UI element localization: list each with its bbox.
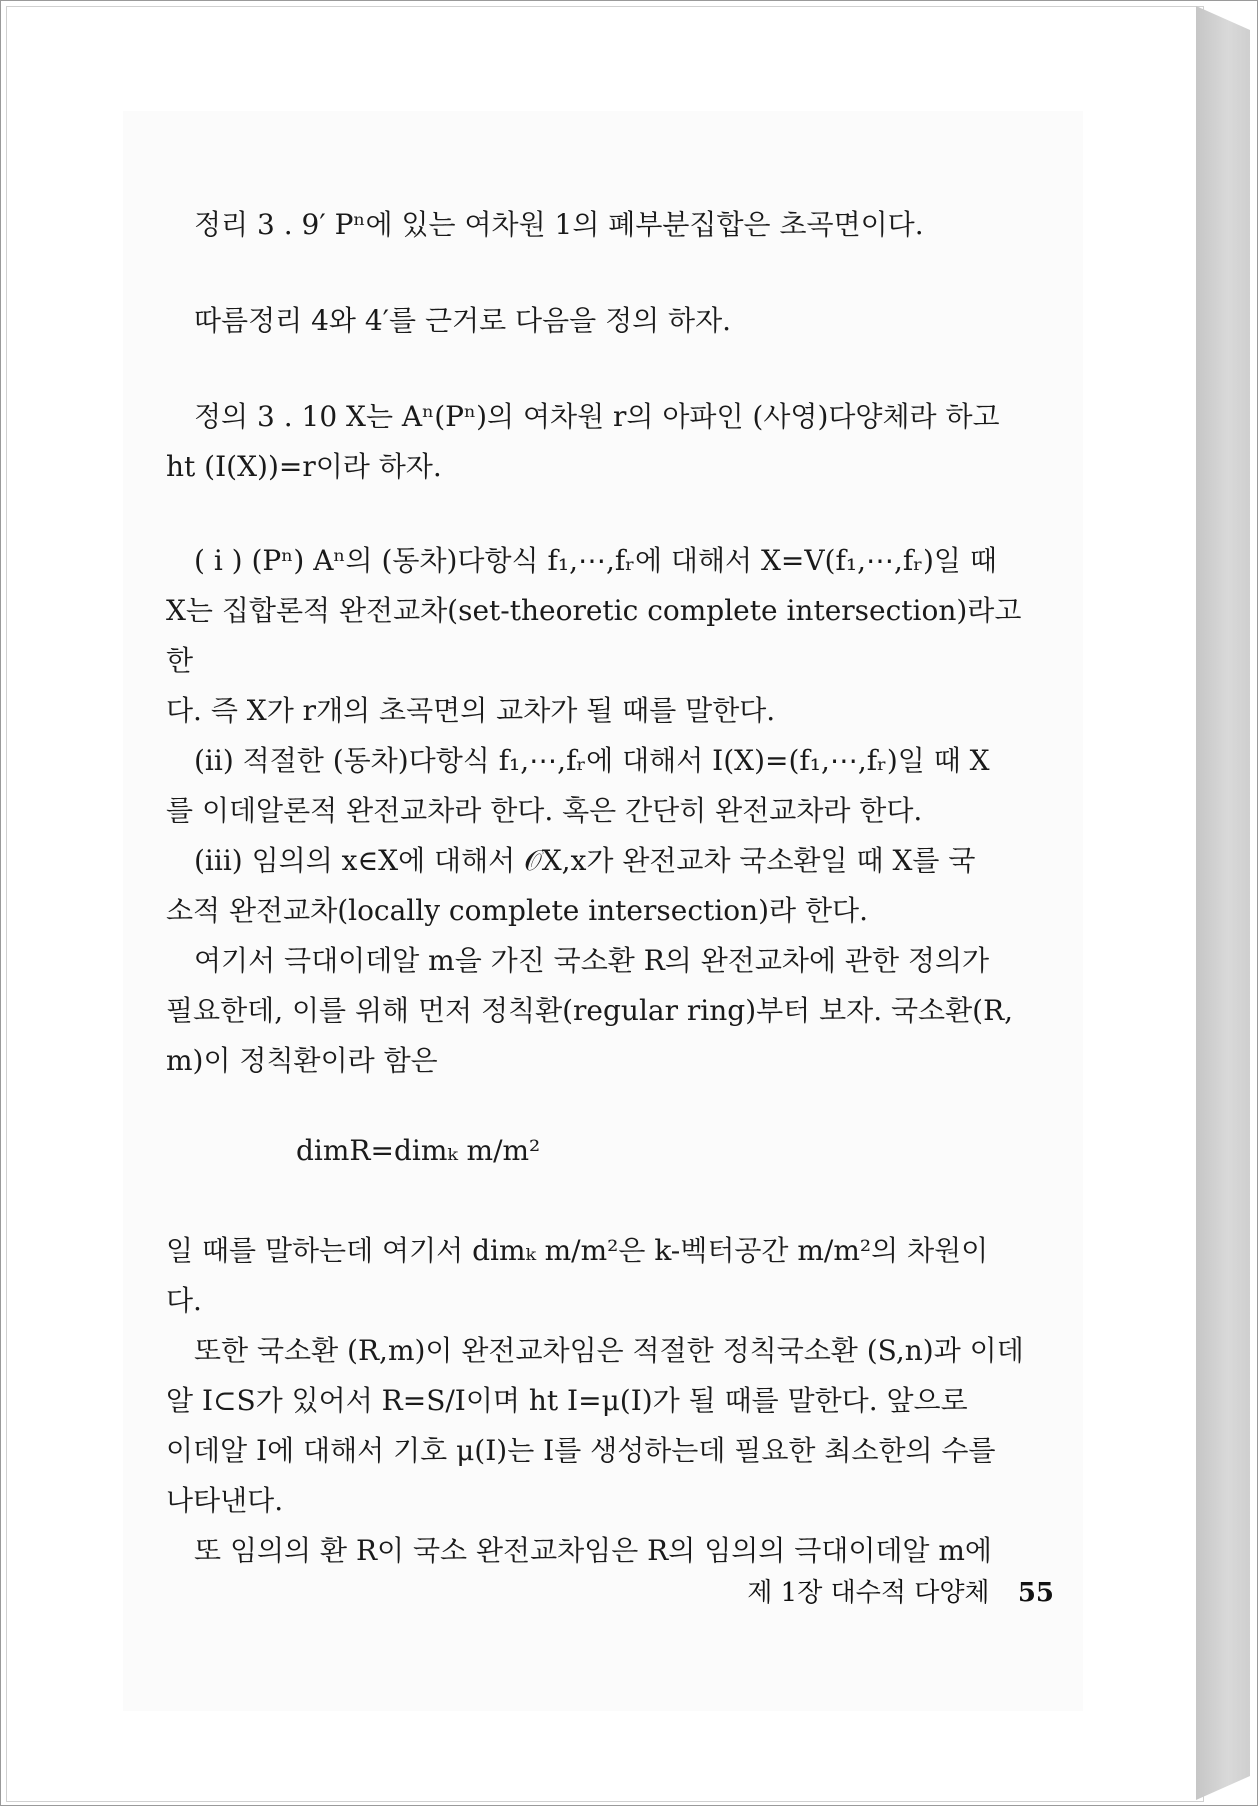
definition-3-10-line1: 정의 3 . 10 X는 Aⁿ(Pⁿ)의 여차원 r의 아파인 (사영)다양체라 하고: [194, 400, 1000, 433]
dimension-formula: dimR=dimₖ m/m²: [296, 1134, 541, 1167]
complete-intersection-line2: 알 I⊂S가 있어서 R=S/I이며 ht I=μ(I)가 될 때를 말한다. 앞으로: [166, 1384, 968, 1417]
page-footer: [724, 1572, 1054, 1609]
complete-intersection-line1: 또한 국소환 (R,m)이 완전교차임은 적절한 정칙국소환 (S,n)과 이데: [194, 1334, 1024, 1367]
item-ii-line1: (ii) 적절한 (동차)다항식 f₁,⋯,fᵣ에 대해서 I(X)=(f₁,⋯,fᵣ)일 때 X: [194, 744, 990, 777]
regular-ring-line3: m)이 정칙환이라 함은: [166, 1044, 438, 1077]
item-i-line2: X는 집합론적 완전교차(set-theoretic complete intersection)라고 한: [166, 594, 1022, 677]
regular-ring-line2: 필요한데, 이를 위해 먼저 정칙환(regular ring)부터 보자. 국소환(R,: [166, 994, 1014, 1027]
item-iii-line2: 소적 완전교차(locally complete intersection)라 한다.: [166, 894, 868, 927]
item-iii-line1: (iii) 임의의 x∈X에 대해서 𝒪X,x가 완전교차 국소환일 때 X를 국: [194, 844, 976, 877]
item-i-line1: ( i ) (Pⁿ) Aⁿ의 (동차)다항식 f₁,⋯,fᵣ에 대해서 X=V(f₁,⋯,fᵣ)일 때: [194, 544, 997, 577]
definition-3-10-line2: ht (I(X))=r이라 하자.: [166, 450, 442, 483]
theorem-3-9-prime: 정리 3 . 9′ Pⁿ에 있는 여차원 1의 폐부분집합은 초곡면이다.: [194, 208, 924, 241]
corollary-note: 따름정리 4와 4′를 근거로 다음을 정의 하자.: [194, 304, 732, 337]
after-formula-line1: 일 때를 말하는데 여기서 dimₖ m/m²은 k-벡터공간 m/m²의 차원이: [166, 1234, 989, 1267]
chapter-title: 제 1장 대수적 다양체: [747, 1578, 990, 1608]
regular-ring-line1: 여기서 극대이데알 m을 가진 국소환 R의 완전교차에 관한 정의가: [194, 944, 990, 977]
page-content: [166, 200, 1044, 1576]
page-number: 55: [1017, 1578, 1054, 1608]
item-i-line3: 다. 즉 X가 r개의 초곡면의 교차가 될 때를 말한다.: [166, 694, 776, 727]
item-ii-line2: 를 이데알론적 완전교차라 한다. 혹은 간단히 완전교차라 한다.: [166, 794, 923, 827]
complete-intersection-line4: 나타낸다.: [166, 1484, 284, 1517]
after-formula-line2: 다.: [166, 1284, 202, 1317]
last-paragraph: 또 임의의 환 R이 국소 완전교차임은 R의 임의의 극대이데알 m에: [194, 1534, 992, 1567]
complete-intersection-line3: 이데알 I에 대해서 기호 μ(I)는 I를 생성하는데 필요한 최소한의 수를: [166, 1434, 996, 1467]
page-edge-shadow: [1196, 6, 1250, 1800]
